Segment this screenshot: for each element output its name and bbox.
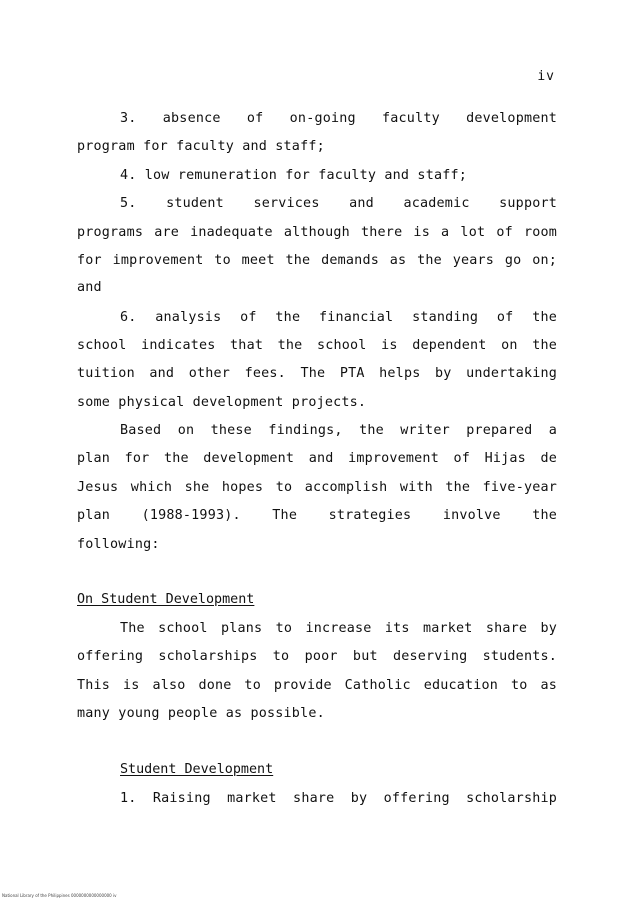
- list-item-5-line-1: 5. student services and academic support: [120, 196, 557, 211]
- paragraph-1-line-2: plan for the development and improvement of Hijas de: [77, 451, 557, 466]
- list-item-6-line-3: tuition and other fees. The PTA helps by undertaking: [77, 366, 557, 381]
- paragraph-1-line-3: Jesus which she hopes to accomplish with the five-year: [77, 480, 557, 495]
- paragraph-1-line-1: Based on these findings, the writer prepared a: [120, 423, 557, 438]
- paragraph-1-line-4: plan (1988-1993). The strategies involve the: [77, 508, 557, 523]
- paragraph-2-line-1: The school plans to increase its market share by: [120, 621, 557, 636]
- list-item-6-line-4: some physical development projects.: [77, 395, 367, 410]
- subsection-heading: Student Development: [120, 762, 274, 777]
- paragraph-2-line-2: offering scholarships to poor but deserving students.: [77, 649, 557, 664]
- list-item-6-line-2: school indicates that the school is dependent on the: [77, 338, 557, 353]
- paragraph-2-line-4: many young people as possible.: [77, 706, 325, 721]
- list-item-3-line-2: program for faculty and staff;: [77, 139, 325, 154]
- list-item-5-line-3: for improvement to meet the demands as the years go on;: [77, 253, 557, 268]
- archive-footer: National Library of the Philippines 0000000000000000 iv: [2, 893, 117, 898]
- paragraph-2-line-3: This is also done to provide Catholic education to as: [77, 678, 557, 693]
- paragraph-1-line-5: following:: [77, 537, 160, 552]
- numbered-item-1: 1. Raising market share by offering scholarship: [120, 791, 557, 806]
- page-number: iv: [537, 69, 555, 84]
- list-item-4: 4. low remuneration for faculty and staff;: [120, 168, 467, 183]
- list-item-6-line-1: 6. analysis of the financial standing of the: [120, 310, 557, 325]
- list-item-5-line-4: and: [77, 280, 102, 295]
- section-heading: On Student Development: [77, 592, 255, 607]
- list-item-5-line-2: programs are inadequate although there is a lot of room: [77, 225, 557, 240]
- list-item-3-line-1: 3. absence of on-going faculty development: [120, 111, 557, 126]
